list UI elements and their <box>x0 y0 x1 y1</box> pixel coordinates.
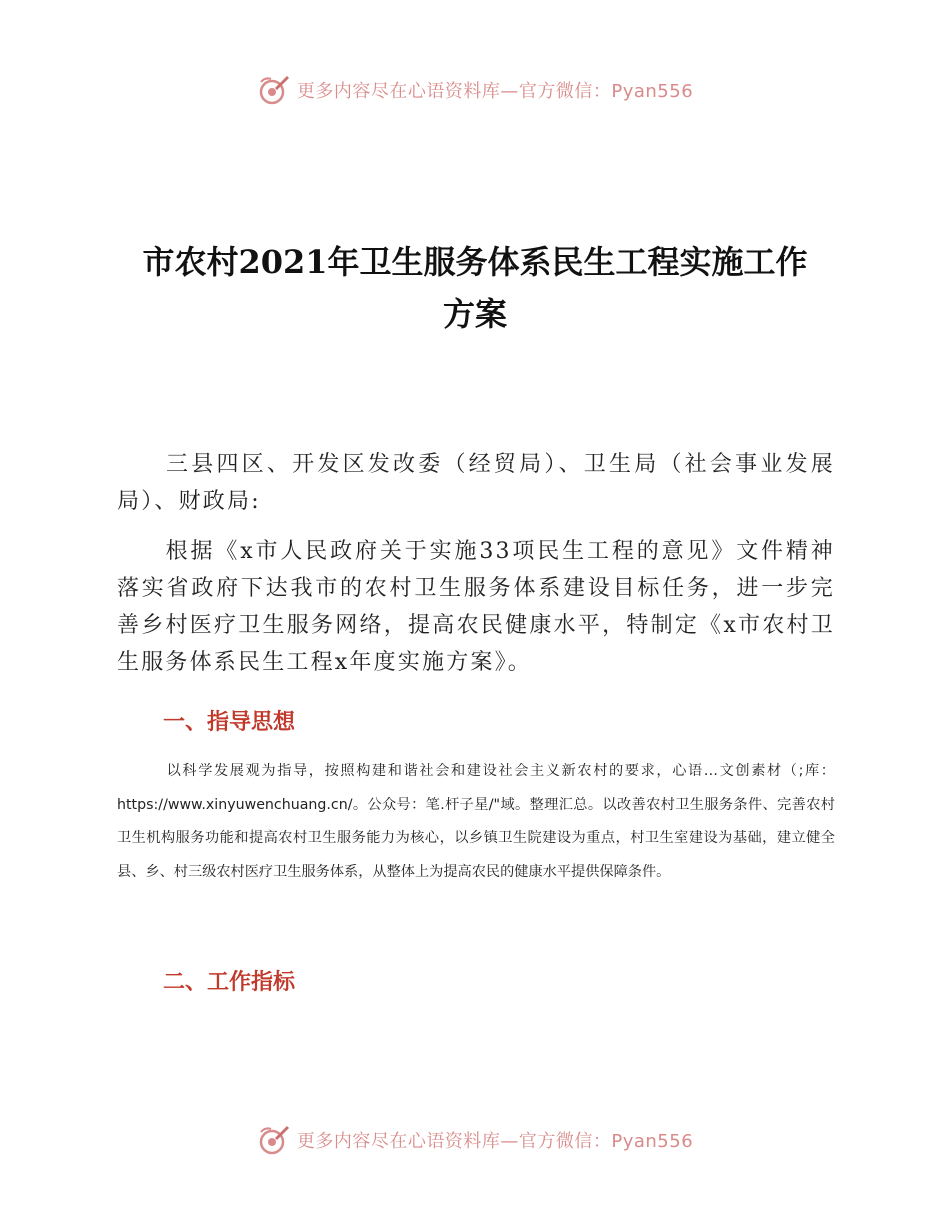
title-line-2: 方案 <box>442 295 507 333</box>
section-heading-1: 一、指导思想 <box>163 710 296 735</box>
document-title <box>100 236 850 340</box>
intro-text: 根据《x市人民政府关于实施33项民生工程的意见》文件精神落实省政府下达我市的农村卫生服务体系建设目标任务，进一步完善乡村医疗卫生服务网络，提高农民健康水平，特制定《x市农村卫生服务体系民生工程x年度实施方案》。 <box>117 539 835 675</box>
watermark-footer <box>0 1120 950 1160</box>
pen-seal-icon <box>257 1123 291 1157</box>
section-1-text: 以科学发展观为指导，按照构建和谐社会和建设社会主义新农村的要求，心语…文创素材（;库：https://www.xinyuwenchuang.cn/。公众号：笔.杆子星/"域。整理汇总。以改善农村卫生服务条件、完善农村卫生机构服务功能和提高农村卫生服务能力为核心，以乡镇卫生院建设为重点，村卫生室建设为基础，建立健全县、乡、村三级农村医疗卫生服务体系，从整体上为提高农民的健康水平提供保障条件。 <box>117 763 835 880</box>
intro-paragraph <box>117 533 835 681</box>
addressee-paragraph <box>117 446 835 520</box>
section-1-body <box>117 755 835 889</box>
title-line-1: 市农村2021年卫生服务体系民生工程实施工作 <box>142 243 808 281</box>
watermark-header <box>0 70 950 110</box>
addressee-text: 三县四区、开发区发改委（经贸局）、卫生局（社会事业发展局）、财政局: <box>117 452 835 514</box>
watermark-text: 更多内容尽在心语资料库—官方微信：Pyan556 <box>296 81 694 102</box>
watermark-text: 更多内容尽在心语资料库—官方微信：Pyan556 <box>296 1131 694 1152</box>
pen-seal-icon <box>257 73 291 107</box>
section-heading-2: 二、工作指标 <box>163 970 296 995</box>
